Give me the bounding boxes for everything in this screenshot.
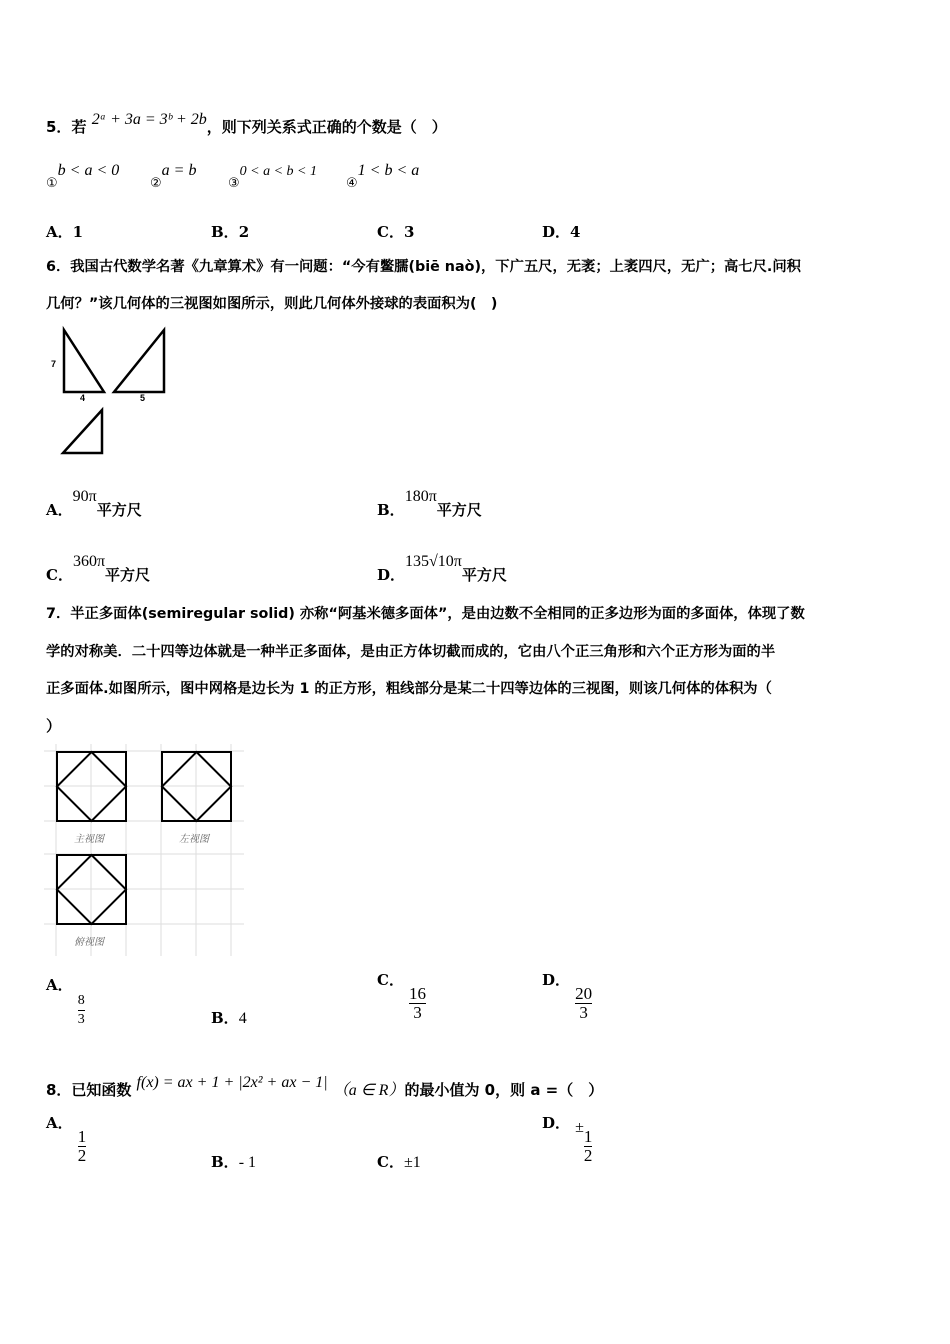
- q5-stem: [46, 111, 447, 137]
- q6-top-view-triangle: [63, 410, 102, 453]
- q5-option-c: C．3: [377, 223, 415, 241]
- q8-option-d: D． ± $\frac{1}{2}$: [542, 1114, 593, 1165]
- q5-item-2: [150, 160, 197, 191]
- q6-option-c: C．360π平方尺: [46, 553, 151, 584]
- q6-line-1: 6．我国古代数学名著《九章算术》有一问题：“今有鳖臑(biē naò)，下广五尺，无袤；上袤四尺，无广；高七尺.问积: [46, 259, 801, 275]
- q6-option-b: B．180π平方尺: [377, 488, 482, 519]
- q8-condition: （a ∈ R）: [332, 1082, 405, 1099]
- q7-front-view-label: 主视图: [74, 834, 104, 845]
- q6-option-a: A．90π平方尺: [46, 488, 142, 519]
- q5-option-b: B．2: [211, 223, 250, 241]
- q5-item-2-mark: ②: [150, 176, 162, 191]
- q5-option-a: A．1: [46, 223, 84, 241]
- q5-item-4: [346, 160, 420, 191]
- q6-three-view-figure: [48, 325, 178, 460]
- q5-prefix: 若: [71, 118, 87, 136]
- q6-side-view-triangle: [114, 330, 164, 392]
- q8-option-c: C．±1: [377, 1153, 421, 1171]
- q5-item-2-expr: a = b: [161, 162, 197, 179]
- q5-suffix: ，则下列关系式正确的个数是（ ）: [206, 118, 447, 136]
- q5-item-1: [46, 160, 120, 191]
- q8-option-a-fraction: $\frac{1}{2}$: [77, 1127, 87, 1165]
- q7-option-c: C． $\frac{16}{3}$: [377, 971, 427, 1022]
- q5-option-d: D．4: [542, 223, 581, 241]
- q7-option-c-fraction: $\frac{16}{3}$: [409, 984, 427, 1022]
- q8-option-a: A． $\frac{1}{2}$: [46, 1114, 87, 1165]
- q8-suffix: 的最小值为 0，则 a =（ ）: [404, 1081, 604, 1099]
- q7-option-a: A． $\frac{8}{3}$: [46, 976, 85, 1027]
- q8-option-b: B．- 1: [211, 1153, 257, 1171]
- q5-item-3-expr: 0 < a < b < 1: [239, 164, 317, 179]
- q5-item-3-mark: ③: [228, 176, 240, 191]
- q7-line-4: ）: [46, 717, 62, 735]
- q5-item-3: [228, 160, 317, 191]
- q7-top-view-label: 俯视图: [74, 937, 104, 948]
- q7-line-3: 正多面体.如图所示，图中网格是边长为 1 的正方形，粗线部分是某二十四等边体的三视图，则该几何体的体积为（: [46, 681, 772, 697]
- q7-option-a-fraction: $\frac{8}{3}$: [77, 993, 85, 1027]
- q7-line-1: 7．半正多面体(semiregular solid) 亦称“阿基米德多面体”，是由边数不全相同的正多边形为面的多面体，体现了数: [46, 606, 805, 622]
- q6-option-d: D．135√10π平方尺: [377, 553, 507, 584]
- q6-label-width-4: 4: [80, 393, 86, 403]
- q6-label-height: 7: [51, 359, 57, 369]
- q5-item-4-mark: ④: [346, 176, 358, 191]
- q7-three-view-figure: [44, 744, 244, 959]
- q7-option-b: B．4: [211, 1009, 247, 1027]
- q7-line-2: 学的对称美．二十四等边体就是一种半正多面体，是由正方体切截而成的，它由八个正三角形和六个正方形为面的半: [46, 644, 776, 660]
- q8-function: f(x) = ax + 1 + |2x² + ax − 1|: [136, 1074, 328, 1091]
- q6-front-view-triangle: [64, 330, 104, 392]
- q5-number: 5．: [46, 118, 72, 136]
- q5-item-4-expr: 1 < b < a: [357, 162, 420, 179]
- q5-item-1-mark: ①: [46, 176, 58, 191]
- q8-stem: [46, 1069, 604, 1099]
- q8-option-d-fraction: $\frac{1}{2}$: [583, 1127, 593, 1165]
- q7-side-view-label: 左视图: [179, 834, 209, 845]
- q5-equation: 2ᵃ + 3a = 3ᵇ + 2b: [91, 111, 207, 128]
- q7-option-d: D． $\frac{20}{3}$: [542, 971, 593, 1022]
- q6-line-2: 几何？”该几何体的三视图如图所示，则此几何体外接球的表面积为( ): [46, 296, 498, 312]
- q6-label-width-5: 5: [140, 393, 146, 403]
- q7-option-d-fraction: $\frac{20}{3}$: [575, 984, 593, 1022]
- q5-item-1-expr: b < a < 0: [57, 162, 120, 179]
- q8-prefix: 8．已知函数: [46, 1081, 132, 1099]
